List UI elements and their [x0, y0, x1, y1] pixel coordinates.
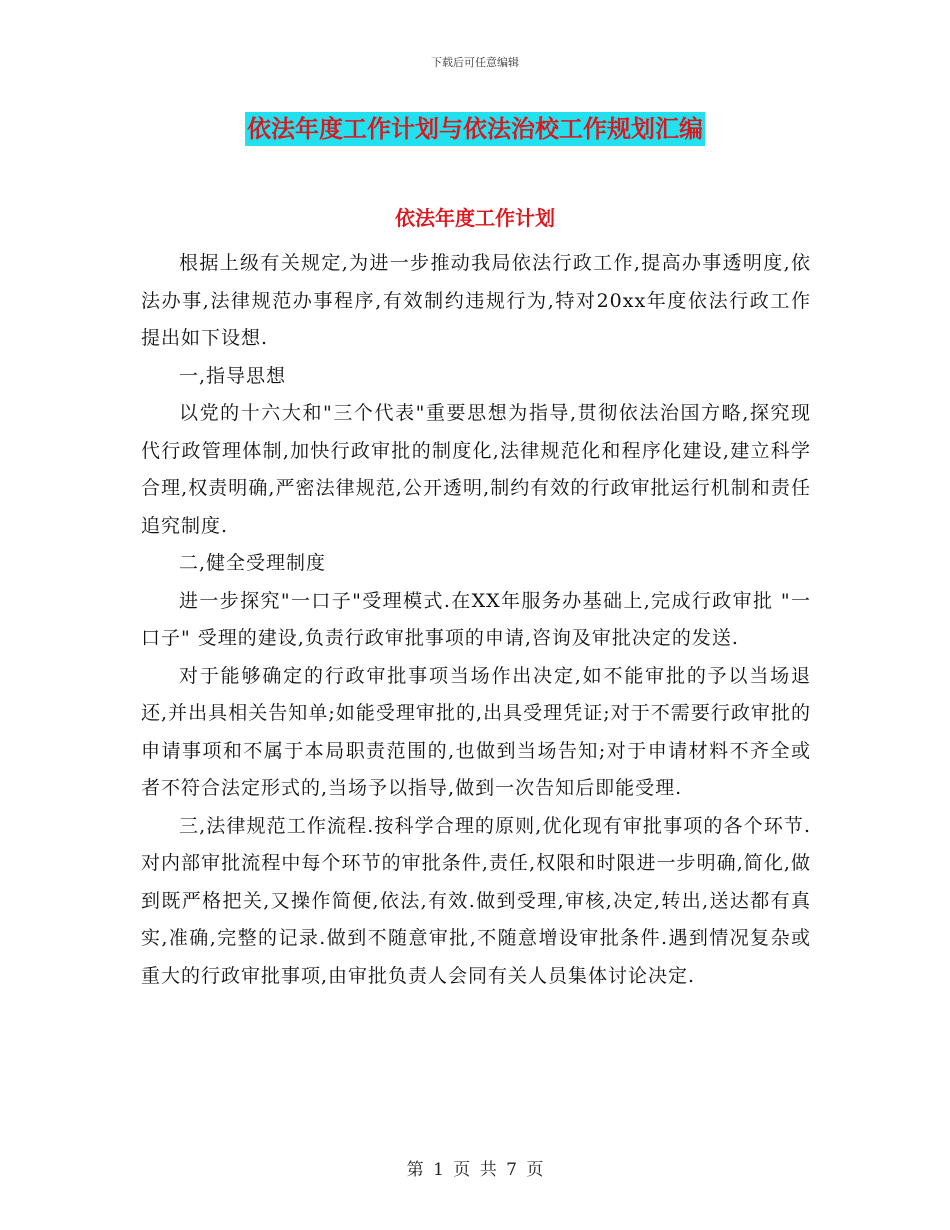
heading-guiding-ideology: 一,指导思想	[179, 364, 287, 387]
paragraph-on-site-decision: 对于能够确定的行政审批事项当场作出决定,如不能审批的予以当场退还,并出具相关告知单;如能受理审批的,出具受理凭证;对于不需要行政审批的申请事项和不属于本局职责范围的,也做到当场告知;对于申请材料不齐全或者不符合法定形式的,当场予以指导,做到一次告知后即能受理.	[141, 664, 811, 799]
paragraph-workflow: 三,法律规范工作流程.按科学合理的原则,优化现有审批事项的各个环节.对内部审批流程中每个环节的审批条件,责任,权限和时限进一步明确,简化,做到既严格把关,又操作简便,依法,有效.做到受理,审核,决定,转出,送达都有真实,准确,完整的记录.做到不随意审批,不随意增设审批条件.遇到情况复杂或重大的行政审批事项,由审批负责人会同有关人员集体讨论决定.	[141, 814, 811, 987]
section-title: 依法年度工作计划	[395, 206, 555, 230]
document-body	[141, 245, 811, 995]
paragraph-one-window: 进一步探究"一口子"受理模式.在XX年服务办基础上,完成行政审批 "一口子" 受理的建设,负责行政审批事项的申请,咨询及审批决定的发送.	[141, 589, 811, 649]
page-number-footer: 第 1 页 共 7 页	[406, 1160, 544, 1180]
page-header-note: 下载后可任意编辑	[431, 56, 519, 69]
paragraph-intro: 根据上级有关规定,为进一步推动我局依法行政工作,提高办事透明度,依法办事,法律规范办事程序,有效制约违规行为,特对20xx年度依法行政工作提出如下设想.	[141, 252, 811, 349]
heading-acceptance-system: 二,健全受理制度	[179, 552, 327, 574]
document-title: 依法年度工作计划与依法治校工作规划汇编	[245, 112, 705, 146]
paragraph-guiding-ideology: 以党的十六大和"三个代表"重要思想为指导,贯彻依法治国方略,探究现代行政管理体制,加快行政审批的制度化,法律规范化和程序化建设,建立科学合理,权责明确,严密法律规范,公开透明,制约有效的行政审批运行机制和责任追究制度.	[141, 402, 811, 537]
main-title-container	[0, 112, 950, 146]
